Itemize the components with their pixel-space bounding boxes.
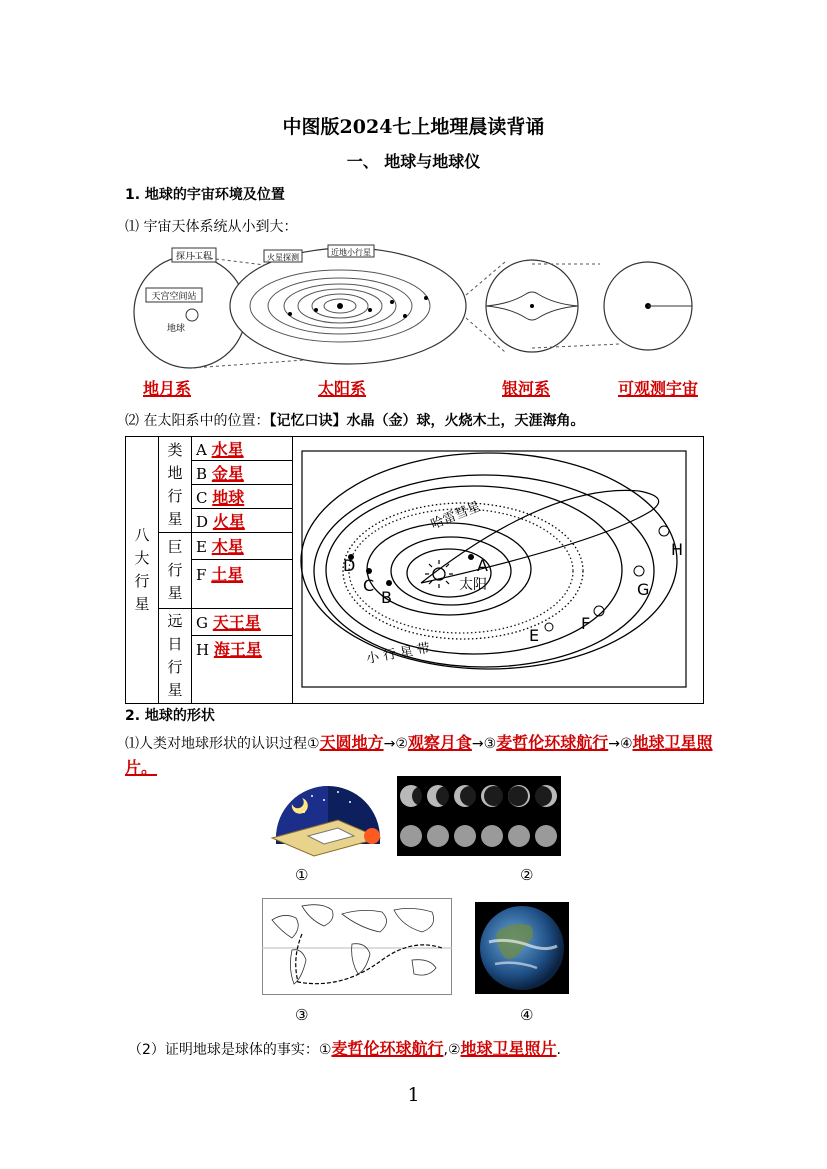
fact-2: 地球卫星照片 bbox=[460, 1039, 557, 1058]
image-label-4: ④ bbox=[520, 1006, 534, 1024]
answer-galaxy: 银河系 bbox=[502, 379, 551, 398]
fact-1: 麦哲伦环球航行 bbox=[331, 1039, 444, 1058]
planet-table bbox=[125, 436, 704, 704]
station-label: 天宫空间站 bbox=[151, 292, 197, 302]
planet-row-b: B 金星 bbox=[192, 461, 293, 485]
section-title: 一、 地球与地球仪 bbox=[346, 152, 481, 171]
mars-label: 火星探测 bbox=[267, 253, 299, 262]
lunar-eclipse-photos bbox=[397, 776, 561, 856]
step-4: 地球卫星照片。 bbox=[125, 733, 713, 777]
planet-row-e: E 木星 bbox=[192, 533, 293, 560]
group-giant-label: 巨 行 星 bbox=[167, 537, 183, 602]
celestial-systems-diagram bbox=[130, 240, 700, 375]
group-all-label: 八 大 行 星 bbox=[134, 526, 150, 613]
letter-a: A bbox=[477, 556, 488, 575]
solar-system-ellipse bbox=[230, 248, 466, 364]
step-1: 天圆地方 bbox=[319, 733, 384, 752]
answer-earth-moon: 地月系 bbox=[143, 379, 192, 398]
letter-c: C bbox=[363, 576, 375, 595]
answer-solar-system: 太阳系 bbox=[318, 379, 367, 398]
group-giant-cell bbox=[159, 533, 192, 609]
planet-row-f: F 土星 bbox=[192, 559, 293, 608]
letter-g: G bbox=[637, 580, 650, 599]
answer-observable-universe: 可观测宇宙 bbox=[618, 379, 699, 398]
earth-moon-circle bbox=[134, 256, 246, 368]
solar-system-diagram bbox=[299, 443, 689, 693]
group-terrestrial-label: 类 地 行 星 bbox=[167, 440, 183, 528]
image-label-2: ② bbox=[520, 866, 534, 884]
item2-prefix: ⑵ 在太阳系中的位置： bbox=[125, 413, 270, 429]
sun-label: 太阳 bbox=[459, 577, 487, 593]
planet-row-d: D 火星 bbox=[192, 509, 293, 533]
letter-h: H bbox=[671, 540, 684, 559]
belt-label: 小 行 星 带 bbox=[365, 640, 432, 667]
planet-name-h: 海王星 bbox=[213, 640, 262, 660]
letter-f: F bbox=[581, 614, 591, 633]
section2-item1: ⑴人类对地球形状的认识过程①天圆地方→②观察月食→③麦哲伦环球航行→④地球卫星照片。 bbox=[125, 733, 713, 777]
section2-item2: （2）证明地球是球体的事实：①麦哲伦环球航行,②地球卫星照片. bbox=[128, 1039, 561, 1058]
magellan-route-map bbox=[262, 898, 454, 996]
step-2: 观察月食 bbox=[407, 733, 472, 752]
solar-diagram-cell bbox=[293, 437, 704, 704]
letter-d: D bbox=[343, 556, 356, 575]
section1-heading: 1. 地球的宇宙环境及位置 bbox=[125, 187, 285, 203]
image-label-3: ③ bbox=[295, 1006, 309, 1024]
section1-item1: ⑴ 宇宙天体系统从小到大： bbox=[125, 219, 298, 235]
page-number: 1 bbox=[407, 1084, 420, 1106]
earth-label: 地球 bbox=[166, 324, 186, 334]
planet-name-c: 地球 bbox=[212, 488, 245, 507]
planet-name-b: 金星 bbox=[211, 464, 244, 483]
planet-name-e: 木星 bbox=[211, 537, 244, 557]
image-label-1: ① bbox=[295, 866, 309, 884]
earth-satellite-photo bbox=[475, 902, 569, 994]
planet-row-g: G 天王星 bbox=[192, 608, 293, 636]
sky-dome-illustration bbox=[268, 778, 383, 858]
group-far-cell bbox=[159, 608, 192, 704]
planet-name-f: 土星 bbox=[211, 564, 244, 584]
page-title: 中图版2024七上地理晨读背诵 bbox=[282, 116, 545, 138]
section1-item2 bbox=[125, 410, 584, 430]
item2-mnemonic: 【记忆口诀】水晶（金）球，火烧木土，天涯海角。 bbox=[269, 413, 585, 429]
planet-name-a: 水星 bbox=[211, 440, 244, 459]
moon-project-label: 探月工程 bbox=[175, 252, 213, 262]
comet-label: 哈雷彗星 bbox=[428, 499, 483, 533]
group-terrestrial-cell bbox=[159, 437, 192, 533]
letter-e: E bbox=[529, 626, 540, 645]
asteroid-label: 近地小行星 bbox=[331, 248, 371, 257]
letter-b: B bbox=[381, 588, 392, 607]
step-3: 麦哲伦环球航行 bbox=[496, 733, 609, 752]
planet-row-h: H 海王星 bbox=[192, 636, 293, 661]
planet-name-d: 火星 bbox=[212, 512, 245, 531]
group-far-label: 远 日 行 星 bbox=[167, 611, 183, 699]
group-all-cell bbox=[126, 437, 159, 704]
planet-row-a: A 水星 bbox=[192, 437, 293, 461]
section2-heading: 2. 地球的形状 bbox=[125, 708, 215, 724]
planet-name-g: 天王星 bbox=[212, 613, 261, 633]
planet-row-c: C 地球 bbox=[192, 485, 293, 509]
